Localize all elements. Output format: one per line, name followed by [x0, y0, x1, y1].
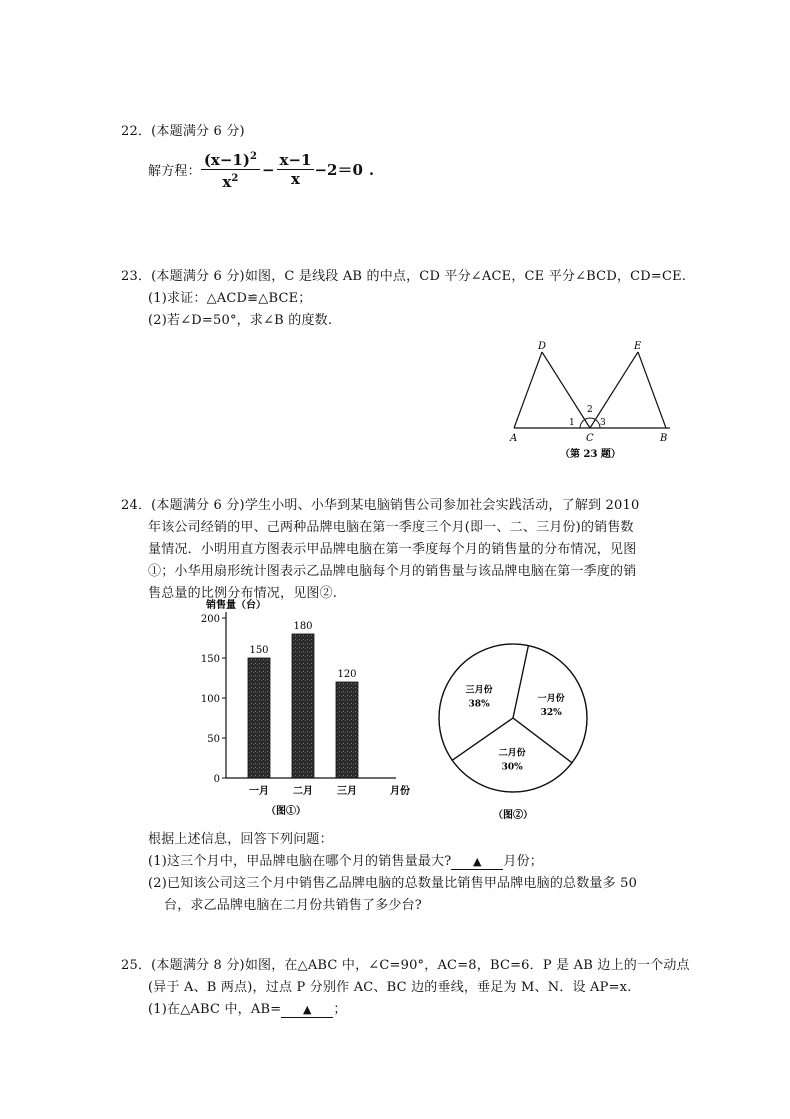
q25-answer-blank-1[interactable]: ▲ — [281, 1003, 333, 1018]
bar-value-label: 120 — [337, 669, 357, 680]
q23-caption: （第 23 题） — [560, 449, 621, 460]
q22-minus: − — [261, 160, 275, 179]
q24-after: 根据上述信息，回答下列问题： — [148, 832, 333, 847]
label-c: C — [586, 433, 594, 444]
q23-sub1: (1)求证：△ACD≌△BCE； — [148, 291, 312, 306]
label-b: B — [660, 433, 668, 444]
y-tick-label: 150 — [200, 654, 220, 665]
q25-line1: 25．(本题满分 8 分)如图，在△ABC 中，∠C=90°，AC=8，BC=6．P 是 AB 边上的一个动点 — [121, 958, 690, 973]
label-a: A — [510, 433, 518, 444]
q22-fraction-2: $\frac{x-1}{x}$ — [277, 151, 315, 188]
segment-dc — [542, 352, 590, 428]
q22-period: . — [368, 160, 375, 179]
pie-slice-value: 30% — [501, 762, 523, 773]
q23-sub2: (2)若∠D=50°，求∠B 的度数. — [148, 313, 333, 328]
angle-label-1: 1 — [569, 418, 575, 428]
x-category-label: 三月 — [337, 786, 357, 797]
q24-line4: ①；小华用扇形统计图表示乙品牌电脑每个月的销售量与该品牌电脑在第一季度的销 — [148, 564, 637, 579]
x-category-label: 一月 — [249, 786, 269, 797]
bar-1 — [248, 658, 270, 778]
angle-arc — [580, 418, 600, 428]
pie-chart-caption: （图②） — [493, 810, 533, 821]
label-d: D — [538, 341, 547, 352]
bar-2 — [292, 634, 314, 778]
x-category-label: 二月 — [293, 786, 313, 797]
pie-slice-label: 三月份 — [465, 685, 493, 696]
y-axis-title: 销售量（台） — [206, 600, 266, 611]
y-tick-label: 200 — [200, 614, 220, 625]
bar-3 — [336, 682, 358, 778]
segment-ad — [514, 352, 542, 428]
bar-value-label: 180 — [293, 621, 313, 632]
segment-eb — [638, 352, 666, 428]
q22-header: 22．(本题满分 6 分) — [121, 124, 245, 139]
label-e: E — [634, 341, 642, 352]
q25-sub1: (1)在△ABC 中，AB= ▲ ； — [148, 1002, 347, 1017]
q24-line3: 量情况．小明用直方图表示甲品牌电脑在第一季度每个月的销售量的分布情况，见图 — [148, 542, 637, 557]
pie-chart-figure-2 — [430, 640, 600, 825]
pie-slice-label: 一月份 — [537, 693, 565, 704]
angle-label-2: 2 — [587, 405, 593, 415]
q24-line1: 24．(本题满分 6 分)学生小明、小华到某电脑销售公司参加社会实践活动，了解到 2010 — [121, 498, 640, 513]
q22-prompt: 解方程： — [148, 164, 201, 179]
q22-fraction-1: $\frac{(x-1)^2}{x^2}$ — [201, 148, 260, 191]
pie-slice-value: 38% — [468, 699, 490, 710]
bar-chart-figure-1 — [198, 598, 428, 823]
y-tick-label: 100 — [200, 694, 220, 705]
q23-triangle-figure — [500, 335, 690, 465]
y-tick-label: 0 — [213, 774, 220, 785]
bar-value-label: 150 — [249, 645, 269, 656]
q24-sub2-line1: (2)已知该公司这三个月中销售乙品牌电脑的总数量比销售甲品牌电脑的总数量多 50 — [148, 876, 638, 891]
q25-line2: (异于 A、B 两点)，过点 P 分别作 AC、BC 边的垂线，垂足为 M、N．设 AP=x. — [148, 980, 632, 995]
q22-equation — [148, 148, 374, 191]
q24-answer-blank-1[interactable]: ▲ — [451, 855, 503, 870]
pie-slice-label: 二月份 — [498, 748, 526, 759]
q24-sub2-line2: 台，求乙品牌电脑在二月份共销售了多少台? — [164, 898, 422, 913]
segment-ce — [590, 352, 638, 428]
q24-line5: 售总量的比例分布情况，见图②. — [148, 586, 338, 601]
q24-sub1: (1)这三个月中，甲品牌电脑在哪个月的销售量最大? ▲ 月份； — [148, 854, 543, 869]
angle-label-3: 3 — [600, 418, 606, 428]
bar-chart-caption: （图①） — [266, 806, 306, 817]
q23-header: 23．(本题满分 6 分)如图，C 是线段 AB 的中点，CD 平分∠ACE，CE 平分∠BCD，CD=CE. — [121, 269, 687, 284]
q24-line2: 年该公司经销的甲、己两种品牌电脑在第一季度三个月(即一、二、三月份)的销售数 — [148, 520, 634, 535]
x-axis-title: 月份 — [390, 786, 410, 797]
y-tick-label: 50 — [207, 734, 220, 745]
pie-slice-value: 32% — [540, 707, 562, 718]
q22-tail: −2＝0 — [314, 161, 363, 179]
